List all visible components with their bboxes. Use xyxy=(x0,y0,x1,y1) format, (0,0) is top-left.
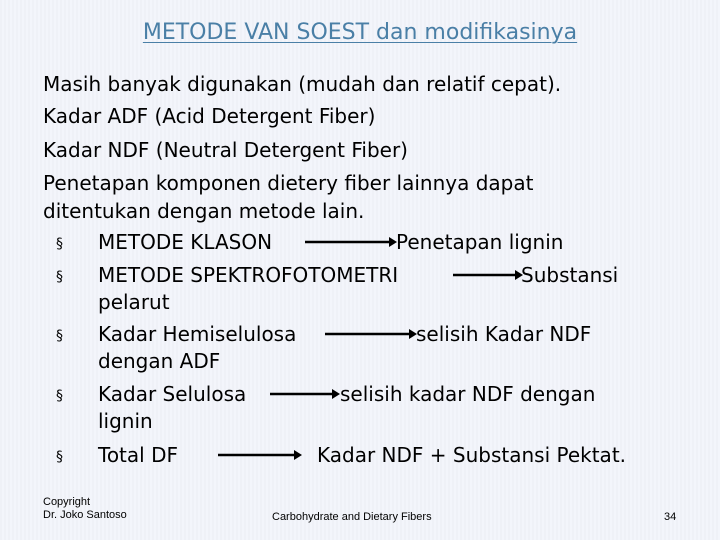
text-line: Masih banyak digunakan (mudah dan relatif cepat). xyxy=(43,72,562,96)
bullet-continuation-text: dengan ADF xyxy=(98,349,221,373)
bullet-right-text: selisih kadar NDF dengan xyxy=(340,382,596,406)
bullet-left-text: METODE KLASON xyxy=(98,230,273,254)
bullet-left-text: Total DF xyxy=(98,443,178,467)
arrow-right-icon xyxy=(270,388,340,400)
bullet-right-text: selisih Kadar NDF xyxy=(416,322,592,346)
footer-copyright-line: Copyright xyxy=(43,496,91,508)
slide-title: METODE VAN SOEST dan modifikasinya xyxy=(142,20,578,45)
bullet-left-text: Kadar Hemiselulosa xyxy=(98,322,297,346)
bullet-continuation-text: pelarut xyxy=(98,290,170,314)
bullet-continuation-text: lignin xyxy=(98,409,153,433)
text-line: Penetapan komponen dietery fiber lainnya dapat xyxy=(43,171,534,195)
text-line: Kadar NDF (Neutral Detergent Fiber) xyxy=(43,138,408,162)
bullet-marker: § xyxy=(56,236,63,252)
arrow-right-icon xyxy=(305,236,397,248)
footer-center-text: Carbohydrate and Dietary Fibers xyxy=(272,511,432,523)
bullet-right-text: Kadar NDF + Substansi Pektat. xyxy=(317,443,627,467)
footer-author: Dr. Joko Santoso xyxy=(43,509,127,521)
footer-copyright xyxy=(43,496,127,522)
bullet-right-text: Substansi xyxy=(521,263,619,287)
bullet-marker: § xyxy=(56,269,63,285)
bullet-marker: § xyxy=(56,388,63,404)
bullet-left-text: METODE SPEKTROFOTOMETRI xyxy=(98,263,399,287)
text-line: Kadar ADF (Acid Detergent Fiber) xyxy=(43,104,376,128)
bullet-left-text: Kadar Selulosa xyxy=(98,382,247,406)
bullet-marker: § xyxy=(56,328,63,344)
arrow-right-icon xyxy=(218,449,302,461)
text-line: ditentukan dengan metode lain. xyxy=(43,199,365,223)
page-number: 34 xyxy=(664,511,677,523)
bullet-right-text: Penetapan lignin xyxy=(396,230,564,254)
arrow-right-icon xyxy=(325,328,417,340)
arrow-right-icon xyxy=(453,269,523,281)
bullet-marker: § xyxy=(56,449,63,465)
